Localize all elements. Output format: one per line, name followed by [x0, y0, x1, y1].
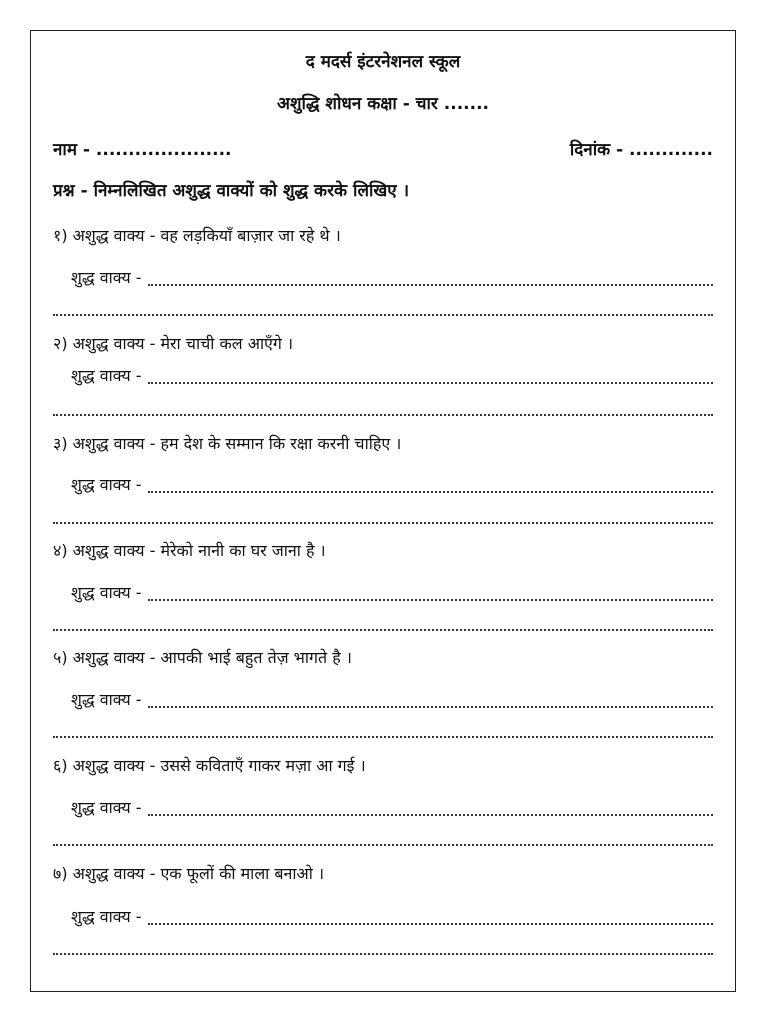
correct-sentence-label: शुद्ध वाक्य -	[71, 366, 142, 385]
incorrect-sentence: ६) अशुद्ध वाक्य - उससे कविताएँ गाकर मज़ा आ गई ।	[53, 756, 366, 775]
correct-sentence-line	[71, 365, 713, 387]
answer-blank	[148, 810, 714, 816]
correct-sentence-label: शुद्ध वाक्य -	[71, 583, 142, 602]
incorrect-sentence: १) अशुद्ध वाक्य - वह लड़कियाँ बाज़ार जा रहे थे ।	[53, 226, 341, 245]
question-instruction: प्रश्न - निम्नलिखित अशुद्ध वाक्यों को शुद्ध करके लिखिए ।	[53, 181, 410, 201]
correct-sentence-label: शुद्ध वाक्य -	[71, 690, 142, 709]
question-item	[53, 863, 713, 963]
student-meta-row	[53, 138, 713, 162]
correct-sentence-line	[71, 906, 713, 928]
answer-blank	[148, 378, 714, 384]
answer-blank-continuation	[53, 732, 713, 738]
school-name: द मदर्स इंटरनेशनल स्कूल	[305, 52, 461, 72]
answer-blank	[148, 702, 714, 708]
correct-sentence-line	[71, 689, 713, 711]
question-item	[53, 225, 713, 325]
correct-sentence-line	[71, 474, 713, 496]
incorrect-sentence: ७) अशुद्ध वाक्य - एक फूलों की माला बनाओ ।	[53, 864, 325, 883]
answer-blank	[148, 487, 714, 493]
worksheet-page	[30, 30, 736, 992]
question-item	[53, 433, 713, 533]
correct-sentence-label: शुद्ध वाक्य -	[71, 798, 142, 817]
correct-sentence-line	[71, 267, 713, 289]
correct-sentence-label: शुद्ध वाक्य -	[71, 907, 142, 926]
name-field: नाम - .....................	[53, 140, 232, 160]
answer-blank-continuation	[53, 518, 713, 524]
correct-sentence-line	[71, 797, 713, 819]
question-item	[53, 755, 713, 855]
incorrect-sentence: ३) अशुद्ध वाक्य - हम देश के सम्मान कि रक्षा करनी चाहिए ।	[53, 434, 402, 453]
answer-blank	[148, 919, 714, 925]
question-item	[53, 540, 713, 640]
correct-sentence-label: शुद्ध वाक्य -	[71, 475, 142, 494]
correct-sentence-line	[71, 582, 713, 604]
answer-blank-continuation	[53, 949, 713, 955]
correct-sentence-label: शुद्ध वाक्य -	[71, 268, 142, 287]
answer-blank-continuation	[53, 410, 713, 416]
answer-blank-continuation	[53, 625, 713, 631]
answer-blank	[148, 280, 714, 286]
answer-blank	[148, 595, 714, 601]
answer-blank-continuation	[53, 310, 713, 316]
incorrect-sentence: ४) अशुद्ध वाक्य - मेरेको नानी का घर जाना है ।	[53, 541, 326, 560]
worksheet-title: अशुद्धि शोधन कक्षा - चार .......	[276, 94, 490, 114]
incorrect-sentence: ५) अशुद्ध वाक्य - आपकी भाई बहुत तेज़ भागते है ।	[53, 648, 352, 667]
question-item	[53, 647, 713, 747]
date-field: दिनांक - .............	[569, 140, 713, 160]
answer-blank-continuation	[53, 840, 713, 846]
question-item	[53, 333, 713, 433]
incorrect-sentence: २) अशुद्ध वाक्य - मेरा चाची कल आएँगे ।	[53, 334, 294, 353]
